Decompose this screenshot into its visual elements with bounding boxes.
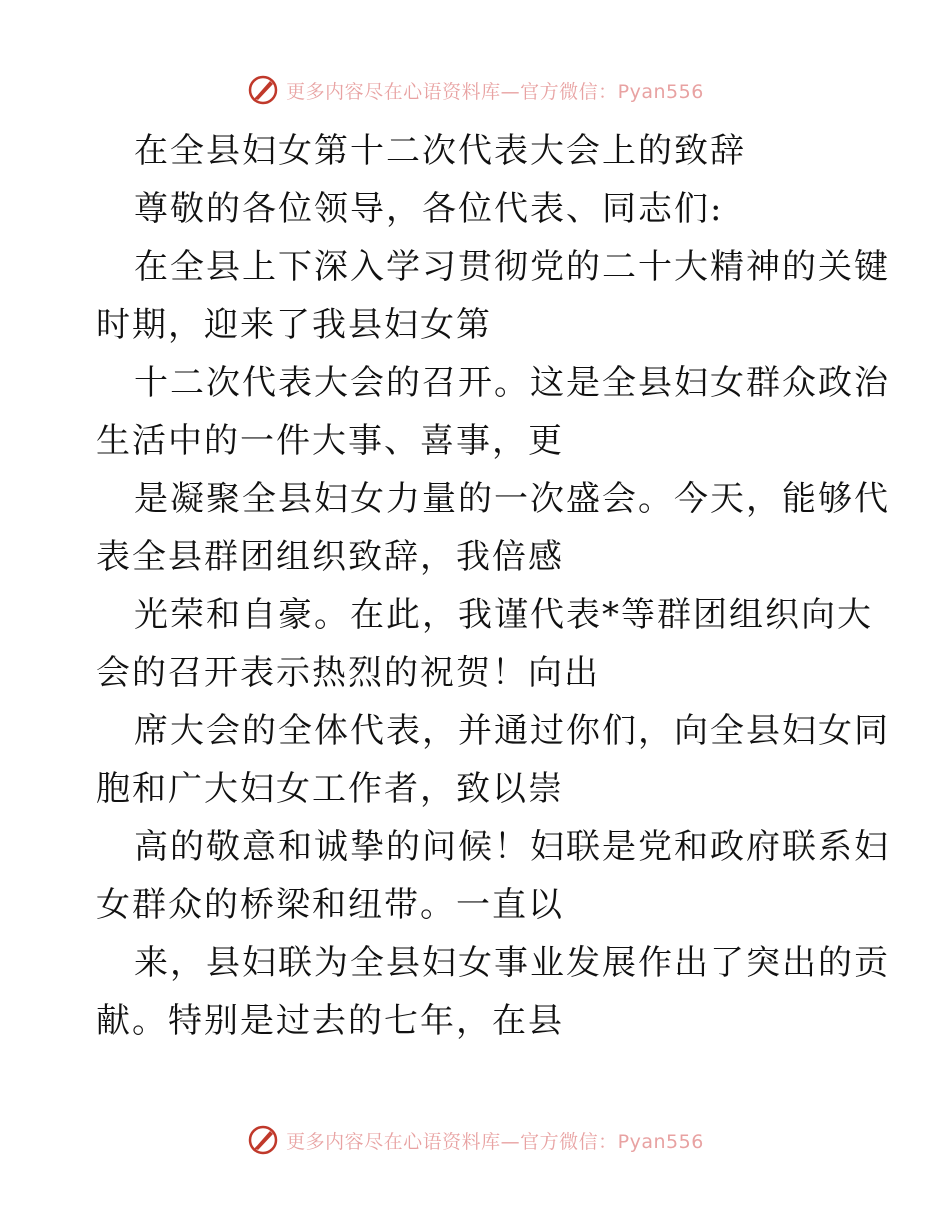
text-line: 十二次代表大会的召开。这是全县妇女群众政治	[134, 363, 890, 403]
text-line: 生活中的一件大事、喜事，更	[96, 421, 564, 461]
watermark-text: 更多内容尽在心语资料库—官方微信：Pyan556	[286, 80, 704, 103]
text-line: 女群众的桥梁和纽带。一直以	[96, 885, 564, 925]
text-line: 尊敬的各位领导，各位代表、同志们:	[134, 189, 724, 229]
text-line: 席大会的全体代表，并通过你们，向全县妇女同	[134, 711, 890, 751]
quill-logo-icon	[246, 73, 280, 107]
text-line: 在全县妇女第十二次代表大会上的致辞	[134, 131, 746, 171]
watermark-group	[246, 1123, 704, 1157]
text-line: 表全县群团组织致辞，我倍感	[96, 537, 564, 577]
text-line: 献。特别是过去的七年，在县	[96, 1001, 564, 1041]
text-line: 在全县上下深入学习贯彻党的二十大精神的关键	[134, 247, 890, 287]
text-line: 时期，迎来了我县妇女第	[96, 305, 492, 345]
document-body	[96, 122, 890, 1050]
header-watermark	[0, 70, 950, 110]
text-line: 来，县妇联为全县妇女事业发展作出了突出的贡	[134, 943, 890, 983]
text-line: 胞和广大妇女工作者，致以崇	[96, 769, 564, 809]
quill-logo-icon	[246, 1123, 280, 1157]
text-line: 是凝聚全县妇女力量的一次盛会。今天，能够代	[134, 479, 890, 519]
text-line: 高的敬意和诚挚的问候！妇联是党和政府联系妇	[134, 827, 890, 867]
text-line: 光荣和自豪。在此，我谨代表*等群团组织向大	[134, 595, 873, 635]
footer-watermark	[0, 1120, 950, 1160]
watermark-group	[246, 73, 704, 107]
watermark-text: 更多内容尽在心语资料库—官方微信：Pyan556	[286, 1130, 704, 1153]
text-line: 会的召开表示热烈的祝贺！向出	[96, 653, 600, 693]
